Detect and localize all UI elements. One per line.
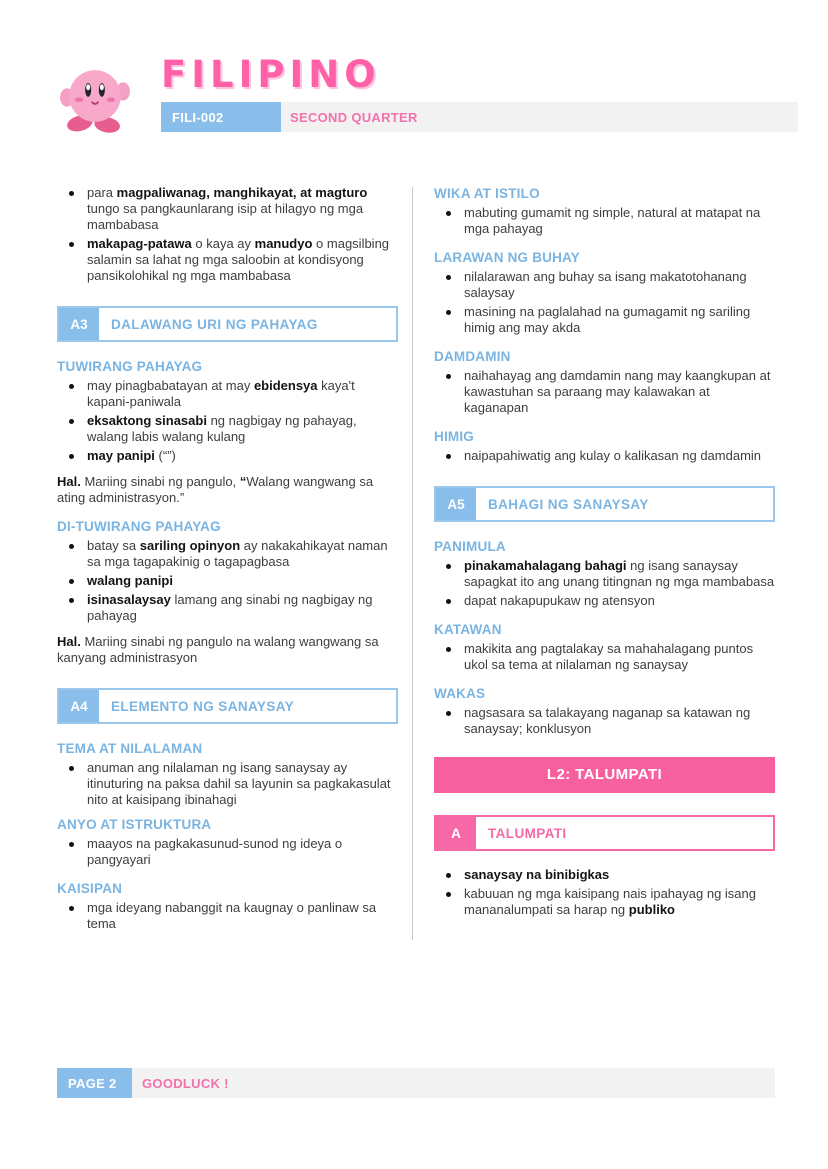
subheading-tema-at-nilalaman: TEMA AT NILALAMAN <box>57 741 203 756</box>
subheading-larawan-ng-buhay: LARAWAN NG BUHAY <box>434 250 580 265</box>
content <box>57 185 775 940</box>
quarter-bar <box>161 102 798 132</box>
bullet-item: makapag-patawa o kaya ay manudyo o magsilbing salamin sa lahat ng mga saloobin at kondisyong pansikolohikal ng mga mambabasa <box>57 236 398 284</box>
bullet-item: pinakamahalagang bahagi ng isang sanaysay sapagkat ito ang unang titingnan ng mga mambabasa <box>434 558 775 590</box>
left-column <box>57 185 398 940</box>
bullet-item: kabuuan ng mga kaisipang nais ipahayag ng isang mananalumpati sa harap ng publiko <box>434 886 775 918</box>
subheading-wika-at-istilo: WIKA AT ISTILO <box>434 186 540 201</box>
section-title: TALUMPATI <box>488 825 567 841</box>
example-paragraph: Hal. Mariing sinabi ng pangulo na walang wangwang sa kanyang administrasyon <box>57 634 379 665</box>
bullet-list <box>57 538 398 624</box>
bullet-item: nilalarawan ang buhay sa isang makatotohanang salaysay <box>434 269 775 301</box>
subheading-panimula: PANIMULA <box>434 539 506 554</box>
subheading-katawan: KATAWAN <box>434 622 502 637</box>
section-badge: A <box>436 817 476 849</box>
bullet-item: mga ideyang nabanggit na kaugnay o panlinaw sa tema <box>57 900 398 932</box>
section-title: BAHAGI NG SANAYSAY <box>488 496 649 512</box>
right-column <box>434 185 775 940</box>
quarter-label: SECOND QUARTER <box>290 109 418 125</box>
bullet-list <box>434 205 775 237</box>
bullet-list <box>434 641 775 673</box>
example-paragraph: Hal. Mariing sinabi ng pangulo, “Walang wangwang sa ating administrasyon.” <box>57 474 374 505</box>
page-title: FILIPINO <box>161 53 381 96</box>
section-header-a5 <box>434 486 775 522</box>
bullet-list <box>434 867 775 918</box>
bullet-list <box>434 448 775 464</box>
section-title: DALAWANG URI NG PAHAYAG <box>111 316 318 332</box>
bullet-list <box>434 705 775 737</box>
bullet-item: naipapahiwatig ang kulay o kalikasan ng damdamin <box>434 448 775 464</box>
bullet-item: nagsasara sa talakayang naganap sa katawan ng sanaysay; konklusyon <box>434 705 775 737</box>
bullet-item: sanaysay na binibigkas <box>434 867 775 883</box>
bullet-list <box>57 836 398 868</box>
bullet-item: dapat nakapupukaw ng atensyon <box>434 593 775 609</box>
bullet-list <box>434 269 775 336</box>
subheading-anyo-at-istruktura: ANYO AT ISTRUKTURA <box>57 817 212 832</box>
section-badge: A5 <box>436 488 476 520</box>
bullet-list <box>57 378 398 464</box>
bullet-list <box>434 368 775 416</box>
bullet-list <box>434 558 775 609</box>
bullet-item: isinasalaysay lamang ang sinabi ng nagbigay ng pahayag <box>57 592 398 624</box>
course-code-badge: FILI-002 <box>161 102 281 132</box>
bullet-item: makikita ang pagtalakay sa mahahalagang puntos ukol sa tema at nilalaman ng sanaysay <box>434 641 775 673</box>
bullet-item: batay sa sariling opinyon ay nakakahikayat naman sa mga tagapakinig o tagapagbasa <box>57 538 398 570</box>
subheading-tuwirang-pahayag: TUWIRANG PAHAYAG <box>57 359 203 374</box>
section-header-talumpati <box>434 815 775 851</box>
footer-bar <box>57 1068 775 1098</box>
intro-bullet-list <box>57 185 398 284</box>
lesson-banner: L2: TALUMPATI <box>434 757 775 793</box>
bullet-item: masining na paglalahad na gumagamit ng sariling himig ang may akda <box>434 304 775 336</box>
bullet-list <box>57 760 398 808</box>
kirby-mascot-image <box>57 58 133 134</box>
bullet-item: mabuting gumamit ng simple, natural at matapat na mga pahayag <box>434 205 775 237</box>
section-title: ELEMENTO NG SANAYSAY <box>111 698 295 714</box>
page-number-badge: PAGE 2 <box>57 1068 132 1098</box>
bullet-item: may pinagbabatayan at may ebidensya kaya't kapani-paniwala <box>57 378 398 410</box>
section-header-a3 <box>57 306 398 342</box>
bullet-list <box>57 900 398 932</box>
subheading-damdamin: DAMDAMIN <box>434 349 511 364</box>
bullet-item: may panipi (“”) <box>57 448 398 464</box>
subheading-di-tuwirang-pahayag: DI-TUWIRANG PAHAYAG <box>57 519 221 534</box>
page-header <box>57 53 798 134</box>
section-badge: A4 <box>59 690 99 722</box>
section-header-a4 <box>57 688 398 724</box>
bullet-item: walang panipi <box>57 573 398 589</box>
bullet-item: anuman ang nilalaman ng isang sanaysay ay itinuturing na paksa dahil sa layunin sa pagkakasulat nito at kaisipang ibinahagi <box>57 760 398 808</box>
bullet-item: naihahayag ang damdamin nang may kaangkupan at kawastuhan sa paraang may kalawakan at kaganapan <box>434 368 775 416</box>
bullet-item: maayos na pagkakasunud-sunod ng ideya o pangyayari <box>57 836 398 868</box>
bullet-item: para magpaliwanag, manghikayat, at magturo tungo sa pangkaunlarang isip at hilagyo ng mga mambabasa <box>57 185 398 233</box>
header-title-block <box>161 53 798 132</box>
section-badge: A3 <box>59 308 99 340</box>
subheading-wakas: WAKAS <box>434 686 486 701</box>
footer-message: GOODLUCK ! <box>142 1075 229 1091</box>
subheading-himig: HIMIG <box>434 429 474 444</box>
column-divider <box>412 187 413 940</box>
bullet-item: eksaktong sinasabi ng nagbigay ng pahayag, walang labis walang kulang <box>57 413 398 445</box>
subheading-kaisipan: KAISIPAN <box>57 881 123 896</box>
